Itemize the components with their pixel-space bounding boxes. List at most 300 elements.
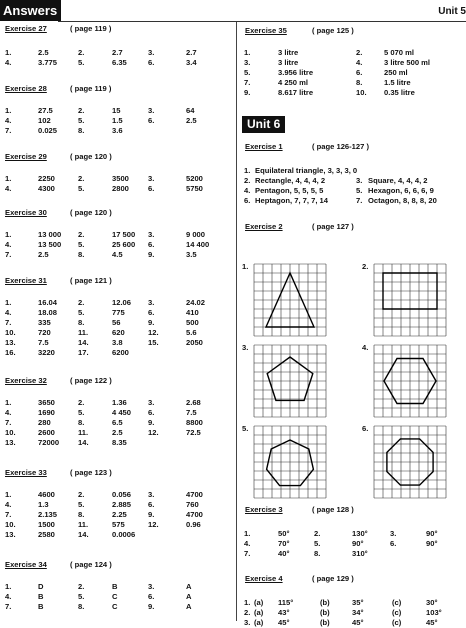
answer-value: 0.056 [112, 490, 132, 499]
question-number: 6. [356, 68, 363, 77]
exercise-page: ( page 126-127 ) [312, 142, 369, 151]
answer-value: 3650 [38, 398, 55, 407]
answer-value: Octagon, 8, 8, 8, 20 [368, 196, 437, 205]
answer-value: 130° [352, 529, 368, 538]
question-number: 1. [5, 106, 12, 115]
question-number: 7. [5, 250, 12, 259]
question-number: 7. [5, 418, 12, 427]
exercise-heading [5, 24, 47, 33]
question-number: 15. [148, 338, 159, 347]
answer-row [240, 539, 466, 549]
answer-row [240, 618, 466, 628]
answer-value: 9 000 [186, 230, 206, 239]
question-number: 8. [78, 602, 85, 611]
answer-value: 4700 [186, 510, 203, 519]
question-number: 8. [78, 126, 85, 135]
answer-value: 4600 [38, 490, 55, 499]
answer-value: 102 [38, 116, 51, 125]
square-grid [374, 345, 446, 417]
question-number: 10. [5, 428, 16, 437]
question-number: 1. [5, 398, 12, 407]
question-number: 9. [148, 602, 155, 611]
answer-value: 3 litre 500 ml [384, 58, 431, 67]
answer-row [0, 520, 234, 530]
question-number: 11. [78, 428, 89, 437]
answer-value: 24.02 [186, 298, 206, 307]
exercise-page: ( page 125 ) [312, 26, 354, 35]
question-number: 12. [148, 428, 159, 437]
question-number: 4. [5, 500, 12, 509]
answer-row [0, 510, 234, 520]
answer-value: 2600 [38, 428, 55, 437]
answer-value: 3220 [38, 348, 55, 357]
question-number: 8. [78, 250, 85, 259]
exercise-heading [5, 152, 47, 161]
column-divider [236, 22, 237, 621]
answer-value: 90° [352, 539, 364, 548]
answer-value: (c) [392, 618, 402, 627]
answer-value: 2050 [186, 338, 203, 347]
answer-row [0, 298, 234, 308]
answer-value: 64 [186, 106, 195, 115]
answer-value: 72.5 [186, 428, 201, 437]
exercise-title: Exercise 29 [5, 152, 47, 161]
answer-value: 3.956 litre [278, 68, 314, 77]
answer-value: 43° [278, 608, 290, 617]
question-number: 1. [244, 598, 251, 607]
answer-value: 5.6 [186, 328, 197, 337]
answer-value: 0.025 [38, 126, 58, 135]
question-number: 4. [356, 58, 363, 67]
answer-value: 0.96 [186, 520, 201, 529]
question-number: 11. [78, 328, 89, 337]
answer-row [240, 186, 466, 196]
exercise-title: Exercise 2 [245, 222, 283, 231]
answer-value: 760 [186, 500, 199, 509]
answer-value: 5 070 ml [384, 48, 414, 57]
question-number: 3. [148, 582, 155, 591]
question-number: 11. [78, 520, 89, 529]
answer-row [240, 88, 466, 98]
shape-label: 2. [362, 262, 369, 271]
answer-row [240, 529, 466, 539]
answer-row [240, 166, 466, 176]
answer-value: C [112, 602, 118, 611]
exercise-page: ( page 121 ) [70, 276, 112, 285]
question-number: 2. [356, 48, 363, 57]
answer-value: 115° [278, 598, 294, 607]
answer-value: 6.5 [112, 418, 123, 427]
exercise-title: Exercise 33 [5, 468, 47, 477]
exercise-title: Exercise 27 [5, 24, 47, 33]
question-number: 8. [78, 510, 85, 519]
question-number: 17. [78, 348, 89, 357]
exercise-heading [245, 222, 283, 231]
exercise-page: ( page 122 ) [70, 376, 112, 385]
answer-value: Heptagon, 7, 7, 7, 14 [255, 196, 329, 205]
question-number: 1. [5, 174, 12, 183]
square-grid [254, 264, 326, 336]
answer-row [0, 428, 234, 438]
question-number: 8. [78, 418, 85, 427]
shape-grids [240, 242, 466, 512]
answer-value: 70° [278, 539, 290, 548]
question-number: 1. [5, 298, 12, 307]
answer-value: Equilateral triangle, 3, 3, 3, 0 [255, 166, 358, 175]
exercise-heading [245, 505, 283, 514]
question-number: 4. [5, 308, 12, 317]
question-number: 2. [78, 398, 85, 407]
exercise-page: ( page 123 ) [70, 468, 112, 477]
answer-value: 3 litre [278, 58, 299, 67]
exercise-page: ( page 120 ) [70, 152, 112, 161]
exercise-page: ( page 127 ) [312, 222, 354, 231]
question-number: 6. [148, 308, 155, 317]
answer-row [0, 418, 234, 428]
question-number: 1. [244, 166, 251, 175]
answer-row [0, 230, 234, 240]
answer-row [0, 592, 234, 602]
answer-row [0, 174, 234, 184]
question-number: 4. [5, 184, 12, 193]
question-number: 10. [5, 328, 16, 337]
answer-row [0, 58, 234, 68]
unit-corner-label: Unit 5 [438, 6, 466, 17]
answer-row [0, 116, 234, 126]
answer-value: 1.36 [112, 398, 127, 407]
answer-value: Pentagon, 5, 5, 5, 5 [255, 186, 324, 195]
question-number: 6. [148, 592, 155, 601]
question-number: 3. [244, 58, 251, 67]
question-number: 7. [5, 318, 12, 327]
question-number: 5. [78, 240, 85, 249]
answer-value: 4 450 [112, 408, 132, 417]
question-number: 3. [148, 106, 155, 115]
question-number: 7. [244, 549, 251, 558]
answer-value: 250 ml [384, 68, 408, 77]
question-number: 9. [148, 510, 155, 519]
answer-row [0, 328, 234, 338]
answer-row [0, 500, 234, 510]
exercise-page: ( page 120 ) [70, 208, 112, 217]
question-number: 2. [78, 298, 85, 307]
shape-label: 5. [242, 424, 249, 433]
answer-value: 45° [278, 618, 290, 627]
answer-row [0, 184, 234, 194]
top-bar [0, 0, 466, 22]
answer-value: 5200 [186, 174, 203, 183]
answer-value: 2580 [38, 530, 55, 539]
answer-row [0, 48, 234, 58]
question-number: 2. [244, 176, 251, 185]
question-number: 3. [148, 298, 155, 307]
question-number: 2. [78, 582, 85, 591]
answer-value: 1.3 [38, 500, 49, 509]
square-grid [254, 426, 326, 498]
question-number: 2. [244, 608, 251, 617]
answer-value: 2.68 [186, 398, 201, 407]
question-number: 3. [148, 398, 155, 407]
answer-value: 1500 [38, 520, 55, 529]
answers-heading: Answers [0, 0, 61, 21]
exercise-heading [5, 276, 47, 285]
answer-value: A [186, 592, 192, 601]
answer-value: 6200 [112, 348, 129, 357]
answer-value: 335 [38, 318, 51, 327]
answer-value: 7.5 [38, 338, 49, 347]
question-number: 6. [390, 539, 397, 548]
answer-value: (a) [254, 598, 264, 607]
question-number: 3. [244, 618, 251, 627]
question-number: 9. [244, 88, 251, 97]
question-number: 4. [5, 116, 12, 125]
answer-row [0, 338, 234, 348]
answer-row [240, 68, 466, 78]
answer-value: 90° [426, 539, 438, 548]
question-number: 3. [390, 529, 397, 538]
exercise-heading [245, 26, 287, 35]
answer-value: 7.5 [186, 408, 197, 417]
exercise-title: Exercise 30 [5, 208, 47, 217]
exercise-heading [5, 376, 47, 385]
question-number: 5. [244, 68, 251, 77]
answer-value: 50° [278, 529, 290, 538]
answer-value: 1690 [38, 408, 55, 417]
answer-value: 45° [352, 618, 364, 627]
answer-value: 5750 [186, 184, 203, 193]
question-number: 6. [148, 116, 155, 125]
exercise-title: Exercise 3 [245, 505, 283, 514]
answer-value: (b) [320, 618, 330, 627]
answer-value: 4300 [38, 184, 55, 193]
question-number: 8. [314, 549, 321, 558]
answer-value: C [112, 592, 118, 601]
answer-value: 3.775 [38, 58, 58, 67]
question-number: 7. [356, 196, 363, 205]
answer-value: Rectangle, 4, 4, 4, 2 [255, 176, 326, 185]
answer-value: Hexagon, 6, 6, 6, 9 [368, 186, 434, 195]
exercise-heading [245, 574, 283, 583]
exercise-page: ( page 128 ) [312, 505, 354, 514]
question-number: 2. [78, 48, 85, 57]
answer-row [0, 438, 234, 448]
question-number: 5. [78, 184, 85, 193]
answer-value: 6.35 [112, 58, 127, 67]
unit-6-heading: Unit 6 [242, 116, 285, 133]
question-number: 1. [5, 230, 12, 239]
question-number: 2. [78, 106, 85, 115]
answer-row [0, 240, 234, 250]
answer-row [0, 106, 234, 116]
question-number: 16. [5, 348, 16, 357]
answer-row [240, 176, 466, 186]
exercise-heading [5, 560, 47, 569]
answer-value: 3.5 [186, 250, 197, 259]
question-number: 14. [78, 530, 89, 539]
answer-value: 17 500 [112, 230, 136, 239]
question-number: 13. [5, 338, 16, 347]
answer-value: 12.06 [112, 298, 132, 307]
answer-value: D [38, 582, 44, 591]
answer-value: 25 600 [112, 240, 136, 249]
answer-value: 2.5 [112, 428, 123, 437]
answer-value: A [186, 602, 192, 611]
square-grid [254, 345, 326, 417]
question-number: 2. [314, 529, 321, 538]
answer-value: 2.5 [38, 48, 49, 57]
exercise-title: Exercise 32 [5, 376, 47, 385]
question-number: 8. [356, 78, 363, 87]
answer-value: 410 [186, 308, 199, 317]
question-number: 1. [244, 48, 251, 57]
shape-label: 3. [242, 343, 249, 352]
answer-value: 720 [38, 328, 51, 337]
question-number: 3. [148, 490, 155, 499]
answer-row [240, 48, 466, 58]
answer-value: A [186, 582, 192, 591]
question-number: 6. [148, 240, 155, 249]
answer-row [240, 549, 466, 559]
exercise-title: Exercise 31 [5, 276, 47, 285]
answer-value: 2.5 [38, 250, 49, 259]
question-number: 4. [5, 240, 12, 249]
answer-value: 620 [112, 328, 125, 337]
answer-value: (c) [392, 598, 402, 607]
square-grid [374, 426, 446, 498]
answer-value: 13 500 [38, 240, 62, 249]
question-number: 7. [5, 602, 12, 611]
answer-row [240, 598, 466, 608]
question-number: 1. [5, 490, 12, 499]
question-number: 3. [148, 230, 155, 239]
answer-row [0, 318, 234, 328]
question-number: 2. [78, 490, 85, 499]
answer-value: (b) [320, 598, 330, 607]
question-number: 2. [78, 174, 85, 183]
square-grid [374, 264, 446, 336]
answer-value: 1.5 [112, 116, 123, 125]
question-number: 5. [78, 408, 85, 417]
question-number: 5. [314, 539, 321, 548]
answer-value: 40° [278, 549, 290, 558]
answer-value: 8.617 litre [278, 88, 314, 97]
question-number: 1. [5, 582, 12, 591]
question-number: 5. [78, 58, 85, 67]
answer-row [0, 308, 234, 318]
question-number: 5. [78, 500, 85, 509]
question-number: 4. [5, 408, 12, 417]
answer-value: 45° [426, 618, 438, 627]
answer-row [240, 608, 466, 618]
answer-value: 2.5 [186, 116, 197, 125]
answer-value: 18.08 [38, 308, 58, 317]
question-number: 7. [5, 126, 12, 135]
answer-value: 310° [352, 549, 368, 558]
exercise-heading [5, 84, 47, 93]
answer-value: 2800 [112, 184, 129, 193]
answer-value: 56 [112, 318, 121, 327]
answer-value: 4700 [186, 490, 203, 499]
question-number: 10. [5, 520, 16, 529]
answer-row [0, 408, 234, 418]
question-number: 10. [356, 88, 367, 97]
answer-value: 4.5 [112, 250, 123, 259]
exercise-title: Exercise 4 [245, 574, 283, 583]
answer-value: 0.0006 [112, 530, 136, 539]
answer-value: 90° [426, 529, 438, 538]
answer-value: B [38, 592, 44, 601]
question-number: 1. [244, 529, 251, 538]
answer-value: (c) [392, 608, 402, 617]
exercise-heading [245, 142, 283, 151]
question-number: 7. [244, 78, 251, 87]
answer-value: 575 [112, 520, 125, 529]
answer-value: 2.7 [112, 48, 123, 57]
shape-label: 1. [242, 262, 249, 271]
question-number: 1. [5, 48, 12, 57]
answer-row [0, 490, 234, 500]
answer-row [0, 602, 234, 612]
answer-value: 15 [112, 106, 121, 115]
answer-value: 8800 [186, 418, 203, 427]
exercise-title: Exercise 35 [245, 26, 287, 35]
question-number: 13. [5, 530, 16, 539]
answer-row [0, 126, 234, 136]
exercise-title: Exercise 28 [5, 84, 47, 93]
answer-value: 14 400 [186, 240, 210, 249]
exercise-title: Exercise 1 [245, 142, 283, 151]
question-number: 9. [148, 418, 155, 427]
answer-value: 13 000 [38, 230, 62, 239]
answer-row [0, 398, 234, 408]
question-number: 9. [148, 250, 155, 259]
answer-value: 72000 [38, 438, 60, 447]
question-number: 4. [244, 539, 251, 548]
answer-value: B [38, 602, 44, 611]
answer-value: 27.5 [38, 106, 53, 115]
question-number: 9. [148, 318, 155, 327]
answer-value: B [112, 582, 118, 591]
answer-value: 280 [38, 418, 51, 427]
question-number: 5. [356, 186, 363, 195]
answer-value: 3.4 [186, 58, 197, 67]
question-number: 3. [148, 48, 155, 57]
question-number: 6. [148, 500, 155, 509]
exercise-page: ( page 119 ) [70, 84, 112, 93]
answer-row [0, 582, 234, 592]
question-number: 6. [148, 58, 155, 67]
question-number: 12. [148, 328, 159, 337]
answer-value: 2.885 [112, 500, 132, 509]
question-number: 6. [244, 196, 251, 205]
answer-value: 3.8 [112, 338, 123, 347]
answer-value: 2.135 [38, 510, 58, 519]
question-number: 3. [356, 176, 363, 185]
exercise-page: ( page 119 ) [70, 24, 112, 33]
question-number: 5. [78, 116, 85, 125]
answer-value: 3500 [112, 174, 129, 183]
answer-value: (a) [254, 618, 264, 627]
answer-value: 8.35 [112, 438, 127, 447]
question-number: 2. [78, 230, 85, 239]
exercise-page: ( page 124 ) [70, 560, 112, 569]
answer-row [0, 250, 234, 260]
question-number: 4. [5, 58, 12, 67]
exercise-heading [5, 468, 47, 477]
answer-value: 2250 [38, 174, 55, 183]
answer-value: 35° [352, 598, 364, 607]
shape-label: 6. [362, 424, 369, 433]
